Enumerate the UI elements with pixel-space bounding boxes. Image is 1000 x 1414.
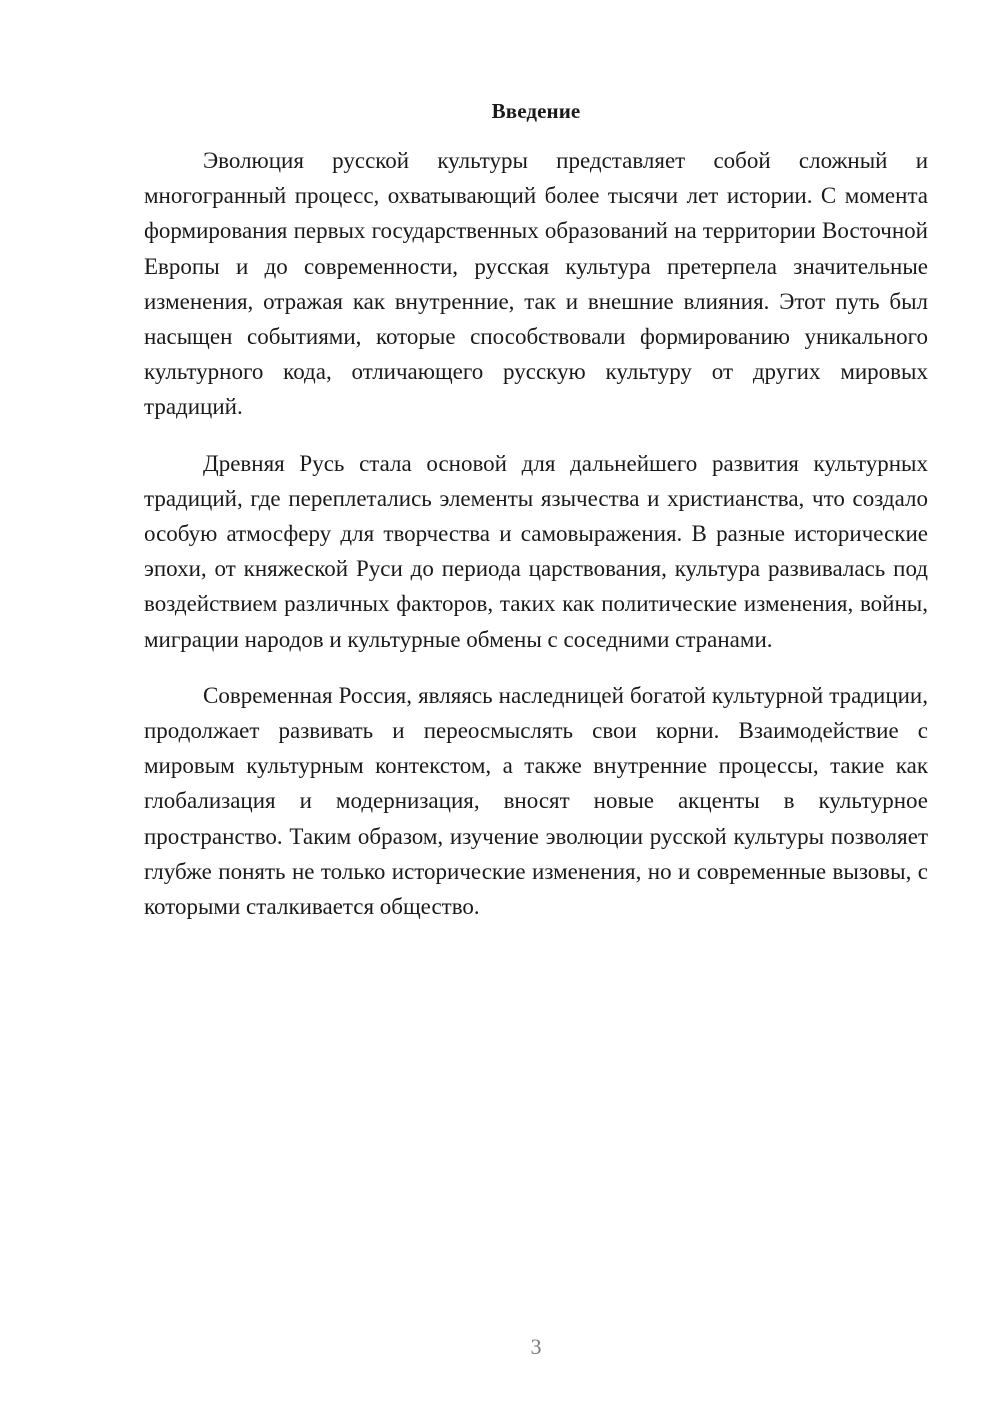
section-heading: Введение xyxy=(491,99,581,123)
paragraph-2: Древняя Русь стала основой для дальнейшего развития культурных традиций, где переплетались элементы язычества и христианства, что создало особую атмосферу для творчества и самовыражения. В разные исторические эпохи, от княжеской Руси до периода царствования, культура развивалась под воздействием различных факторов, таких как политические изменения, войны, миграции народов и культурные обмены с соседними странами. xyxy=(144,450,928,652)
body-text xyxy=(144,143,928,945)
page-number: 3 xyxy=(530,1334,542,1359)
paragraph-3: Современная Россия, являясь наследницей богатой культурной традиции, продолжает развивать и переосмыслять свои корни. Взаимодействие с мировым культурным контекстом, а также внутренние процессы, такие как глобализация и модернизация, вносят новые акценты в культурное пространство. Таким образом, изучение эволюции русской культуры позволяет глубже понять не только исторические изменения, но и современные вызовы, с которыми сталкивается общество. xyxy=(144,682,928,920)
paragraph-1: Эволюция русской культуры представляет собой сложный и многогранный процесс, охватывающий более тысячи лет истории. С момента формирования первых государственных образований на территории Восточной Европы и до современности, русская культура претерпела значительные изменения, отражая как внутренние, так и внешние влияния. Этот путь был насыщен событиями, которые способствовали формированию уникального культурного кода, отличающего русскую культуру от других мировых традиций. xyxy=(144,148,928,420)
